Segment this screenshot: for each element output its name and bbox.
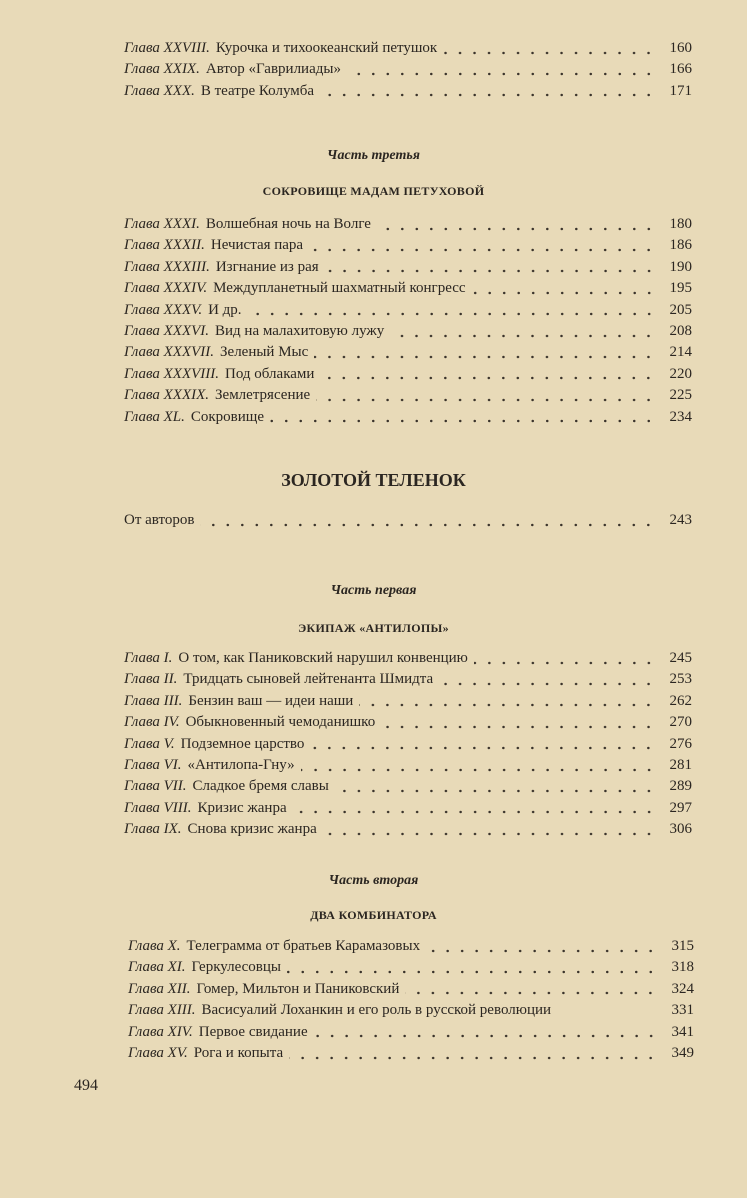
page-number: 262	[669, 692, 692, 709]
section-heading: ДВА КОМБИНАТОРА	[310, 908, 437, 922]
chapter-number: Глава XXXVIII.	[124, 365, 220, 382]
chapter-title: «Антилопа-Гну»	[187, 756, 295, 773]
toc-row	[128, 957, 694, 978]
chapter-number: Глава I.	[124, 650, 173, 666]
page-number: 171	[669, 82, 692, 99]
dot-leader	[310, 746, 656, 750]
chapter-title: Сладкое бремя славы	[192, 778, 329, 795]
chapter-title: Курочка и тихоокеанский петушок	[215, 40, 438, 56]
dot-leader	[316, 398, 656, 402]
toc-block-4	[128, 936, 694, 1064]
page-number: 160	[669, 40, 692, 56]
toc-row	[124, 214, 692, 235]
chapter-number: Глава XXXV.	[124, 301, 203, 318]
dot-leader	[377, 227, 656, 231]
toc-row	[124, 342, 692, 363]
dot-leader	[439, 682, 656, 686]
chapter-title: Изгнание из рая	[215, 258, 319, 275]
toc-row	[128, 1022, 694, 1043]
book-title: ЗОЛОТОЙ ТЕЛЕНОК	[281, 470, 466, 490]
page-number: 270	[669, 714, 692, 731]
dot-leader	[325, 269, 656, 273]
chapter-title: Нечистая пара	[210, 237, 304, 254]
chapter-number: Глава XXVIII.	[124, 40, 210, 56]
chapter-number: Глава IX.	[124, 821, 182, 838]
page-number: 324	[671, 980, 694, 997]
page-number: 180	[669, 216, 692, 232]
chapter-title: Рога и копыта	[193, 1044, 284, 1061]
chapter-title: Междупланетный шахматный конгресс	[213, 280, 466, 297]
chapter-title: Волшебная ночь на Волге	[205, 216, 371, 232]
chapter-title: О том, как Паниковский нарушил конвенцию	[178, 650, 468, 666]
page-number: 253	[669, 671, 692, 688]
toc-row	[124, 81, 692, 102]
dot-leader	[390, 334, 656, 338]
chapter-number: Глава XIII.	[128, 1002, 196, 1019]
toc-block-2	[124, 214, 692, 428]
toc-row	[128, 979, 694, 1000]
toc-block-3	[124, 648, 692, 841]
chapter-title: Васисуалий Лоханкин и его роль в русской революции	[201, 1002, 552, 1019]
chapter-number: Глава XXIX.	[124, 61, 200, 78]
part-heading: Часть третья	[327, 148, 420, 163]
toc-row	[128, 1043, 694, 1064]
dot-leader	[323, 832, 656, 836]
dot-leader	[248, 312, 656, 316]
chapter-number: Глава VIII.	[124, 799, 192, 816]
dot-leader	[301, 768, 656, 772]
toc-row	[124, 734, 692, 755]
page-number: 318	[671, 959, 694, 976]
toc-block-1	[124, 38, 692, 102]
chapter-title: Зеленый Мыс	[220, 344, 309, 361]
toc-row	[124, 38, 692, 59]
chapter-title: Тридцать сыновей лейтенанта Шмидта	[183, 671, 434, 688]
chapter-number: Глава XXX.	[124, 82, 195, 99]
chapter-number: Глава XXXII.	[124, 237, 205, 254]
chapter-title: Землетрясение	[215, 387, 311, 404]
chapter-number: Глава XXXVI.	[124, 322, 210, 339]
dot-leader	[293, 810, 656, 814]
toc-row	[124, 691, 692, 712]
chapter-title: Телеграмма от братьев Карамазовых	[186, 938, 421, 954]
page-number: 281	[669, 756, 692, 773]
chapter-title: И др.	[208, 301, 242, 318]
dot-leader	[347, 72, 656, 76]
part-heading: Часть вторая	[328, 873, 419, 888]
page-number: 166	[669, 61, 692, 78]
chapter-number: Глава VII.	[124, 778, 187, 795]
toc-row	[124, 278, 692, 299]
toc-row	[124, 755, 692, 776]
toc-row	[124, 712, 692, 733]
chapter-title: Вид на малахитовую лужу	[215, 322, 385, 339]
chapter-title: Гомер, Мильтон и Паниковский	[196, 980, 400, 997]
dot-leader	[287, 970, 658, 974]
dot-leader	[314, 355, 656, 359]
dot-leader	[443, 51, 656, 55]
page-number: 276	[669, 735, 692, 752]
toc-row	[128, 936, 694, 957]
page-number: 208	[669, 322, 692, 339]
page-number: 289	[669, 778, 692, 795]
page-number: 245	[669, 650, 692, 666]
toc-row	[124, 257, 692, 278]
dot-leader	[359, 703, 656, 707]
page-number: 306	[669, 821, 692, 838]
toc-row	[124, 669, 692, 690]
page-number: 331	[671, 1002, 694, 1019]
page-number: 243	[669, 512, 692, 528]
dot-leader	[314, 1034, 658, 1038]
page-number: 205	[669, 301, 692, 318]
page-number: 349	[671, 1044, 694, 1061]
chapter-title: Кризис жанра	[197, 799, 287, 816]
dot-leader	[474, 661, 656, 665]
dot-leader	[335, 789, 656, 793]
chapter-number: Глава VI.	[124, 756, 182, 773]
toc-row	[124, 776, 692, 797]
chapter-title: Автор «Гаврилиады»	[205, 61, 341, 78]
dot-leader	[405, 991, 658, 995]
toc-row	[124, 819, 692, 840]
toc-row	[124, 407, 692, 428]
chapter-title: Подземное царство	[180, 735, 305, 752]
chapter-number: Глава XXXIX.	[124, 387, 210, 404]
toc-row	[124, 59, 692, 80]
dot-leader	[200, 523, 656, 527]
chapter-number: Глава XII.	[128, 980, 191, 997]
toc-row	[124, 235, 692, 256]
chapter-title: Бензин ваш — идеи наши	[188, 692, 354, 709]
chapter-title: Под облаками	[225, 365, 315, 382]
page-number: 214	[669, 344, 692, 361]
chapter-number: Глава XL.	[124, 408, 185, 425]
page-number: 190	[669, 258, 692, 275]
dot-leader	[320, 93, 656, 97]
toc-row	[124, 648, 692, 669]
page-number: 341	[671, 1023, 694, 1040]
toc-row	[124, 300, 692, 321]
chapter-number: Глава XV.	[128, 1044, 188, 1061]
toc-row	[124, 321, 692, 342]
chapter-number: Глава V.	[124, 735, 175, 752]
chapter-number: Глава IV.	[124, 714, 180, 731]
toc-row	[124, 510, 692, 531]
chapter-number: Глава XXXIII.	[124, 258, 210, 275]
chapter-number: Глава XXXVII.	[124, 344, 215, 361]
toc-intro	[124, 510, 692, 531]
chapter-title: Обыкновенный чемоданишко	[185, 714, 376, 731]
page-number: 297	[669, 799, 692, 816]
chapter-number: Глава II.	[124, 671, 178, 688]
page-number: 225	[669, 387, 692, 404]
chapter-title: Сокровище	[190, 408, 264, 425]
chapter-title: Геркулесовцы	[191, 959, 281, 976]
toc-row	[124, 364, 692, 385]
toc-row	[124, 385, 692, 406]
chapter-number: Глава XI.	[128, 959, 186, 976]
toc-row	[124, 798, 692, 819]
dot-leader	[472, 291, 656, 295]
dot-leader	[320, 376, 656, 380]
chapter-title: Снова кризис жанра	[187, 821, 317, 838]
page-number: 315	[671, 938, 694, 954]
dot-leader	[309, 248, 656, 252]
chapter-number: Глава III.	[124, 692, 183, 709]
chapter-title: Первое свидание	[198, 1023, 308, 1040]
dot-leader	[426, 949, 658, 953]
chapter-title: В театре Колумба	[200, 82, 315, 99]
toc-row	[128, 1000, 694, 1021]
chapter-number: Глава XIV.	[128, 1023, 193, 1040]
chapter-number: Глава X.	[128, 938, 181, 954]
page-number: 234	[669, 408, 692, 425]
chapter-number: Глава XXXI.	[124, 216, 200, 232]
section-heading: СОКРОВИЩЕ МАДАМ ПЕТУХОВОЙ	[262, 184, 485, 198]
page-number: 195	[669, 280, 692, 297]
dot-leader	[289, 1056, 658, 1060]
page-number: 220	[669, 365, 692, 382]
chapter-number: Глава XXXIV.	[124, 280, 208, 297]
dot-leader	[381, 725, 656, 729]
page-folio: 494	[74, 1077, 98, 1094]
section-heading: ЭКИПАЖ «АНТИЛОПЫ»	[298, 621, 449, 635]
dot-leader	[270, 419, 656, 423]
part-heading: Часть первая	[330, 583, 417, 598]
entry-title: От авторов	[124, 512, 195, 528]
page-number: 186	[669, 237, 692, 254]
